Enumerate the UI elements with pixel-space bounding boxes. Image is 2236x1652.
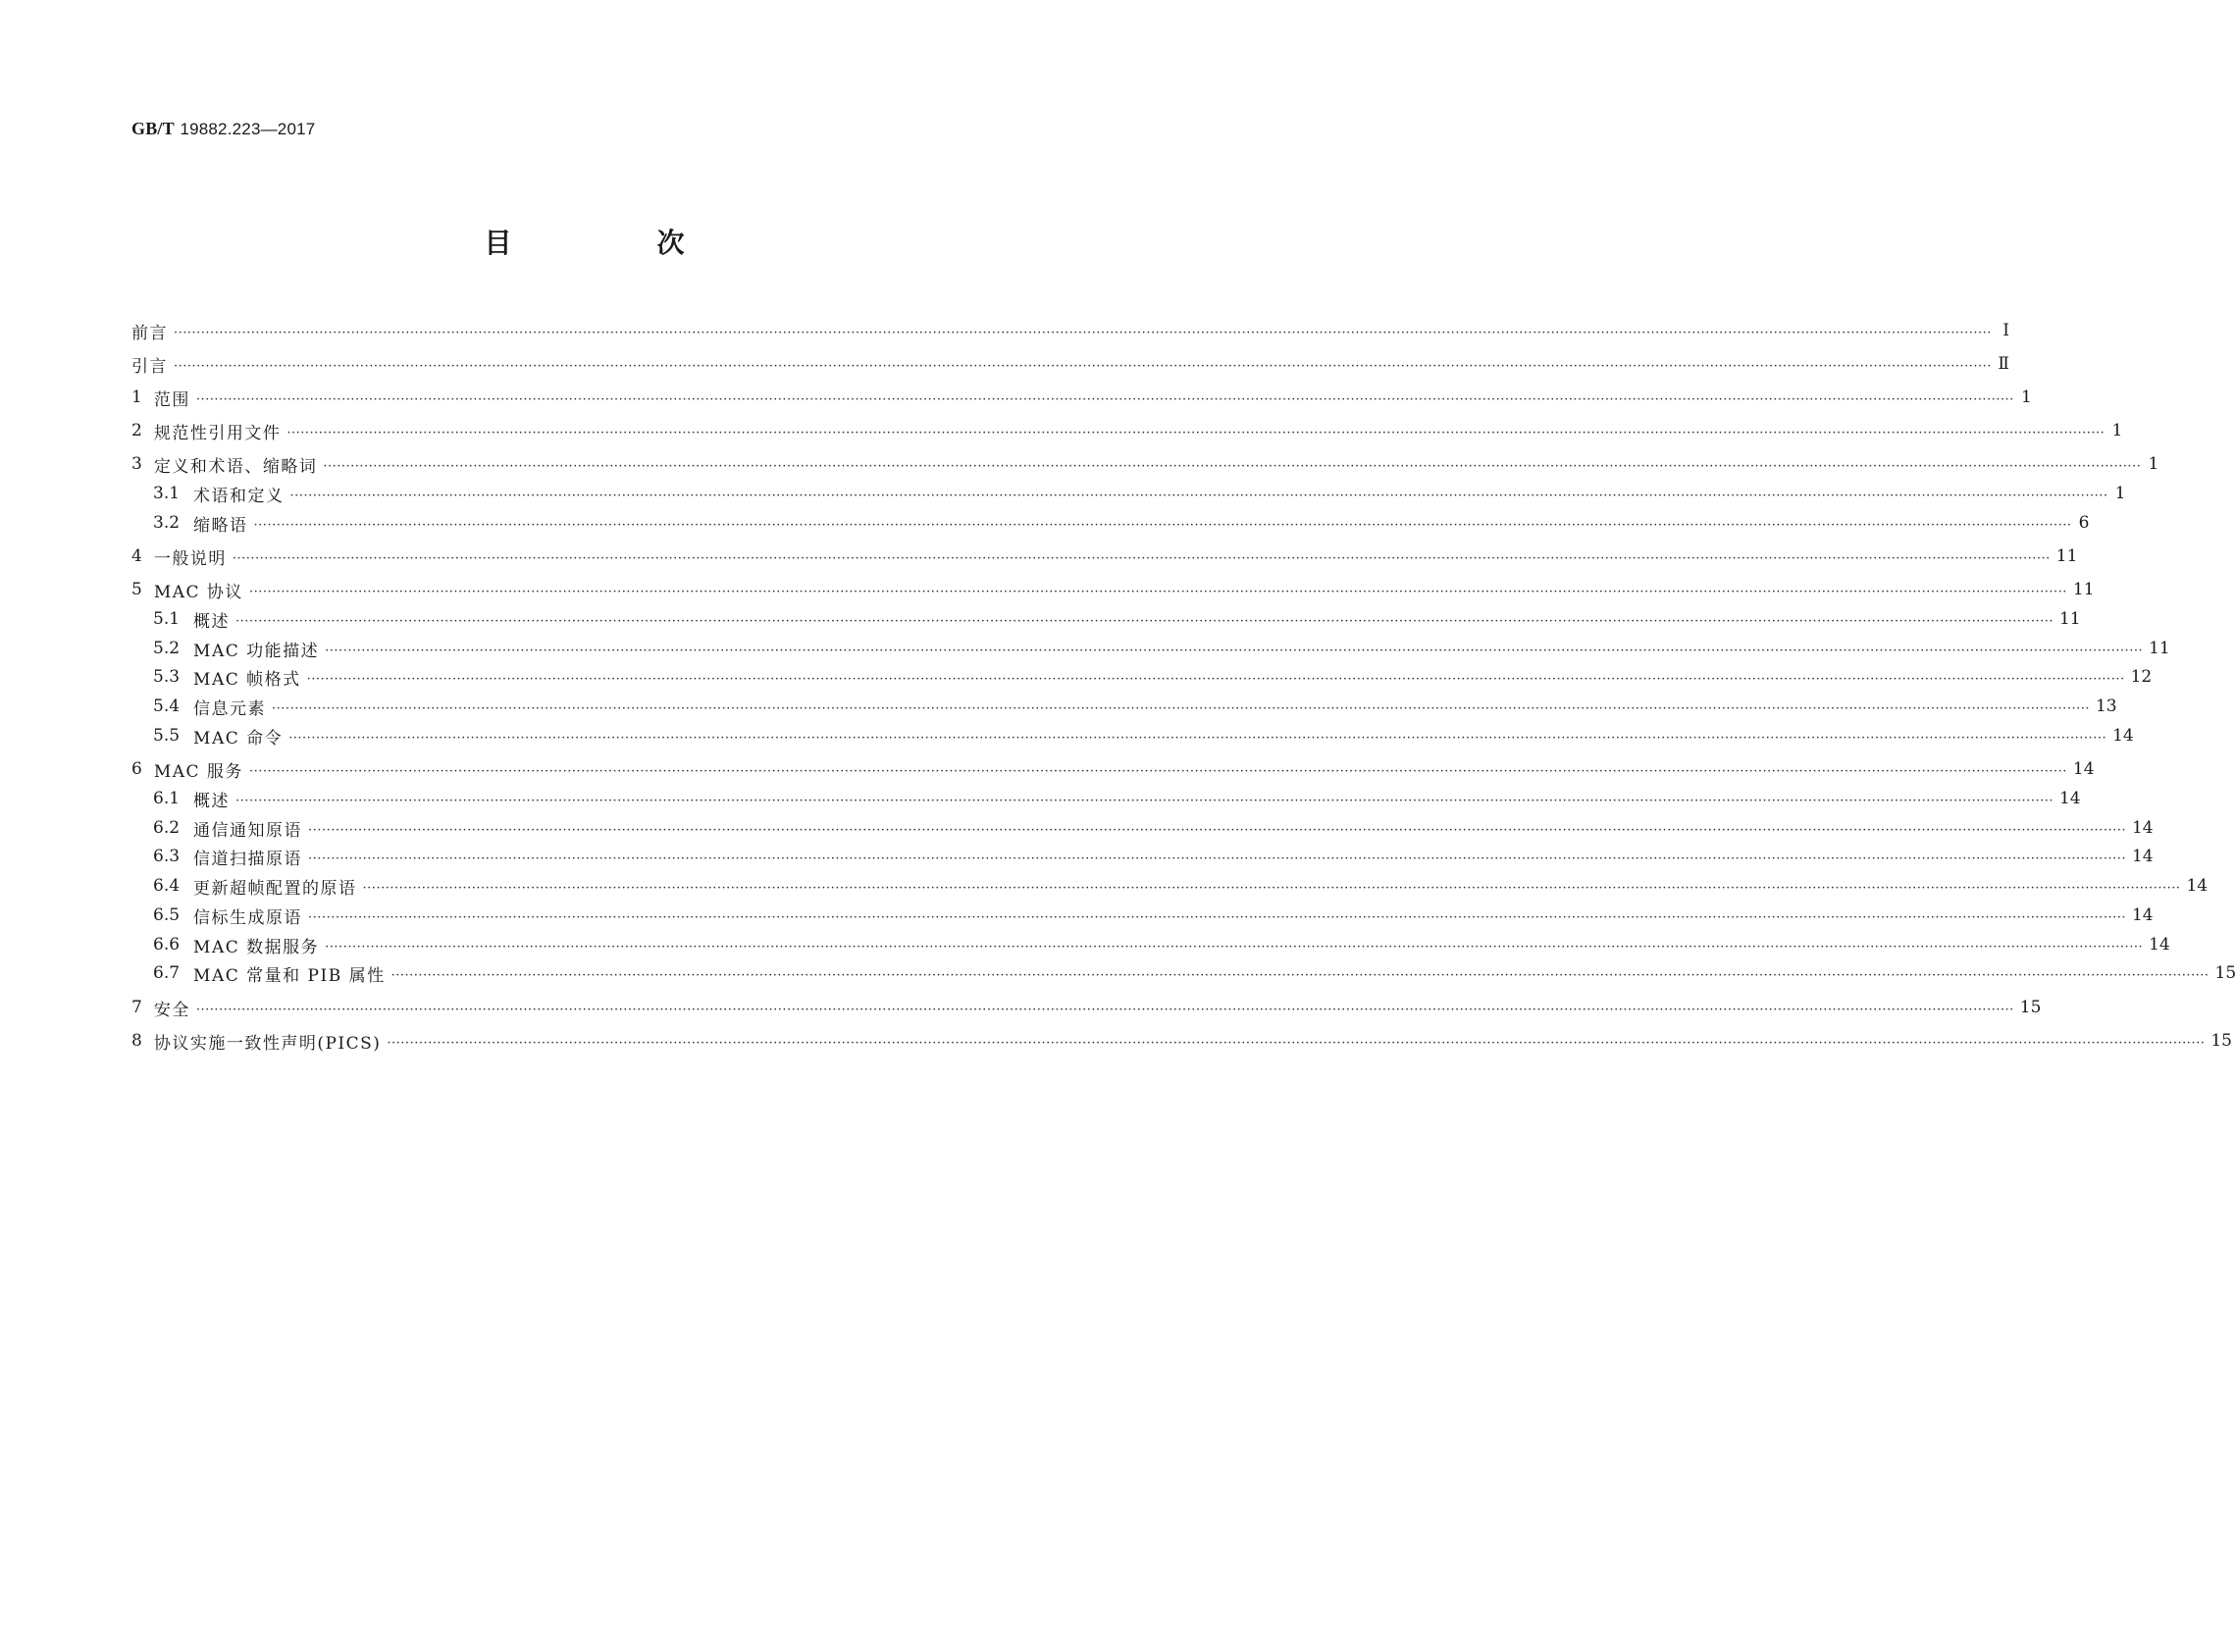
toc-entry-5-3[interactable] <box>153 665 2153 690</box>
toc-leader-dots: ················································································································································································································································································································································································································ <box>272 700 2090 716</box>
toc-entry-number: 3.1 <box>153 484 181 503</box>
toc-entry-label: 定义和术语、缩略词 <box>153 456 318 477</box>
toc-entry-page: 1 <box>2148 454 2159 474</box>
toc-entry-page: 1 <box>2111 421 2123 440</box>
toc-entry-label: 一般说明 <box>153 548 227 569</box>
toc-entry-number: 6.7 <box>153 963 181 983</box>
toc-entry-page: 14 <box>2058 789 2081 808</box>
toc-entry-number: 4 <box>131 546 142 566</box>
toc-entry-page: 12 <box>2130 667 2153 687</box>
toc-entry-number: 5.1 <box>153 609 181 629</box>
toc-entry-number: 6.2 <box>153 818 181 838</box>
toc-entry-6-2[interactable] <box>153 816 2154 841</box>
toc-entry-number: 5 <box>131 580 142 599</box>
toc-leader-dots: ················································································································································································································································································································································································································ <box>390 967 2210 983</box>
toc-entry-number: 6.3 <box>153 847 181 866</box>
toc-entry-1[interactable] <box>131 386 2032 410</box>
toc-entry-label: 协议实施一致性声明(PICS) <box>153 1033 382 1054</box>
toc-entry-label: MAC 帧格式 <box>193 669 301 690</box>
toc-entry-label: MAC 常量和 PIB 属性 <box>193 965 386 986</box>
toc-entry-label: MAC 数据服务 <box>193 937 320 957</box>
toc-entry-page: 1 <box>2114 484 2126 503</box>
toc-leader-dots: ················································································································································································································································································································································································································ <box>235 793 2054 808</box>
toc-entry-page: 14 <box>2131 847 2154 866</box>
toc-entry-page: 14 <box>2131 818 2154 838</box>
toc-entry-6-7[interactable] <box>153 961 2236 986</box>
toc-entry-introduction[interactable] <box>131 352 2009 377</box>
toc-entry-page: 13 <box>2095 697 2117 716</box>
toc-leader-dots: ················································································································································································································································································································································································································ <box>235 613 2054 629</box>
toc-entry-label: 安全 <box>153 1000 190 1020</box>
toc-entry-page: 14 <box>2149 935 2170 955</box>
toc-entry-page: 15 <box>2210 1031 2232 1051</box>
toc-leader-dots: ················································································································································································································································································································································································································ <box>288 730 2107 746</box>
toc-entry-page: 11 <box>2058 609 2081 629</box>
toc-entry-2[interactable] <box>131 419 2123 443</box>
toc-leader-dots: ················································································································································································································································································································································································································ <box>195 391 2014 407</box>
toc-entry-label: 信标生成原语 <box>193 907 303 928</box>
toc-entry-number: 6 <box>131 759 142 779</box>
toc-entry-label: MAC 功能描述 <box>193 641 320 661</box>
toc-entry-5[interactable] <box>131 578 2095 602</box>
toc-entry-5-4[interactable] <box>153 695 2117 719</box>
standard-code: GB/T <box>131 119 175 138</box>
toc-entry-page: Ⅱ <box>1998 354 2009 374</box>
toc-leader-dots: ················································································································································································································································································································································································································ <box>248 584 2067 599</box>
toc-leader-dots: ················································································································································································································································································································································································································ <box>387 1035 2206 1051</box>
page-title: 目 次 <box>484 227 744 259</box>
toc-entry-label: 概述 <box>193 791 231 811</box>
toc-entry-4[interactable] <box>131 544 2078 569</box>
toc-entry-number: 6.1 <box>153 789 181 808</box>
toc-entry-6-4[interactable] <box>153 874 2209 899</box>
toc-entry-page: 14 <box>2112 726 2134 746</box>
toc-entry-3-1[interactable] <box>153 482 2126 506</box>
toc-entry-number: 5.4 <box>153 697 181 716</box>
toc-entry-page: 15 <box>2019 998 2042 1017</box>
toc-entry-5-2[interactable] <box>153 637 2170 661</box>
toc-entry-page: 14 <box>2072 759 2095 779</box>
toc-leader-dots: ················································································································································································································································································································································································································ <box>253 517 2072 533</box>
toc-entry-page: Ⅰ <box>2002 321 2009 340</box>
toc-entry-page: 15 <box>2214 963 2236 983</box>
toc-entry-label: 信道扫描原语 <box>193 849 303 869</box>
toc-entry-label: 术语和定义 <box>193 486 285 506</box>
toc-entry-page: 1 <box>2020 387 2032 407</box>
toc-leader-dots: ················································································································································································································································································································································································································ <box>174 325 1992 340</box>
toc-entry-label: 引言 <box>131 356 168 377</box>
toc-entry-number: 1 <box>131 387 142 407</box>
toc-leader-dots: ················································································································································································································································································································································································································ <box>325 643 2144 658</box>
toc-entry-label: 更新超帧配置的原语 <box>193 878 357 899</box>
toc-leader-dots: ················································································································································································································································································································································································································ <box>248 763 2067 779</box>
toc-entry-number: 6.6 <box>153 935 181 955</box>
toc-entry-label: MAC 服务 <box>153 761 243 782</box>
toc-entry-3-2[interactable] <box>153 511 2090 536</box>
toc-entry-7[interactable] <box>131 996 2042 1020</box>
toc-leader-dots: ················································································································································································································································································································································································································ <box>232 550 2051 566</box>
toc-leader-dots: ················································································································································································································································································································································································································ <box>174 358 1992 374</box>
toc-entry-number: 6.4 <box>153 876 181 896</box>
toc-leader-dots: ················································································································································································································································································································································································································ <box>286 425 2106 440</box>
toc-entry-number: 3 <box>131 454 142 474</box>
toc-leader-dots: ················································································································································································································································································································································································································ <box>195 1002 2014 1017</box>
toc-entry-6[interactable] <box>131 757 2095 782</box>
toc-entry-number: 5.5 <box>153 726 181 746</box>
toc-leader-dots: ················································································································································································································································································································································································································ <box>308 822 2126 838</box>
toc-entry-label: MAC 协议 <box>153 582 243 602</box>
document-header <box>131 119 315 139</box>
toc-entry-5-5[interactable] <box>153 724 2134 749</box>
toc-leader-dots: ················································································································································································································································································································································································································ <box>289 488 2108 503</box>
toc-entry-label: 缩略语 <box>193 515 248 536</box>
toc-leader-dots: ················································································································································································································································································································································································································ <box>323 458 2142 474</box>
toc-entry-page: 11 <box>2055 546 2078 566</box>
toc-entry-page: 6 <box>2078 513 2090 533</box>
toc-entry-number: 7 <box>131 998 142 1017</box>
toc-entry-label: 范围 <box>153 389 190 410</box>
toc-entry-label: 信息元素 <box>193 698 267 719</box>
toc-entry-page: 14 <box>2186 876 2209 896</box>
toc-entry-6-5[interactable] <box>153 903 2154 928</box>
toc-entry-6-3[interactable] <box>153 845 2154 869</box>
toc-entry-label: 前言 <box>131 323 168 343</box>
toc-leader-dots: ················································································································································································································································································································································································································ <box>306 671 2125 687</box>
toc-leader-dots: ················································································································································································································································································································································································································ <box>325 939 2144 955</box>
toc-entry-page: 11 <box>2149 639 2170 658</box>
toc-entry-page: 14 <box>2131 905 2154 925</box>
toc-entry-number: 3.2 <box>153 513 181 533</box>
toc-entry-number: 5.3 <box>153 667 181 687</box>
toc-entry-page: 11 <box>2072 580 2095 599</box>
toc-entry-label: 通信通知原语 <box>193 820 303 841</box>
standard-number: 19882.223—2017 <box>180 120 316 138</box>
toc-leader-dots: ················································································································································································································································································································································································································ <box>308 851 2126 866</box>
toc-entry-label: MAC 命令 <box>193 728 284 749</box>
toc-leader-dots: ················································································································································································································································································································································································································ <box>308 909 2126 925</box>
toc-entry-number: 6.5 <box>153 905 181 925</box>
toc-entry-label: 概述 <box>193 611 231 632</box>
toc-entry-number: 8 <box>131 1031 142 1051</box>
toc-entry-6-6[interactable] <box>153 933 2170 957</box>
toc-entry-6-1[interactable] <box>153 787 2081 811</box>
toc-entry-label: 规范性引用文件 <box>153 423 282 443</box>
toc-entry-3[interactable] <box>131 452 2159 477</box>
toc-entry-foreword[interactable] <box>131 319 2009 343</box>
toc-entry-8[interactable] <box>131 1029 2232 1054</box>
toc-leader-dots: ················································································································································································································································································································································································································ <box>362 880 2181 896</box>
toc-entry-5-1[interactable] <box>153 607 2081 632</box>
toc-entry-number: 2 <box>131 421 142 440</box>
toc-entry-number: 5.2 <box>153 639 181 658</box>
